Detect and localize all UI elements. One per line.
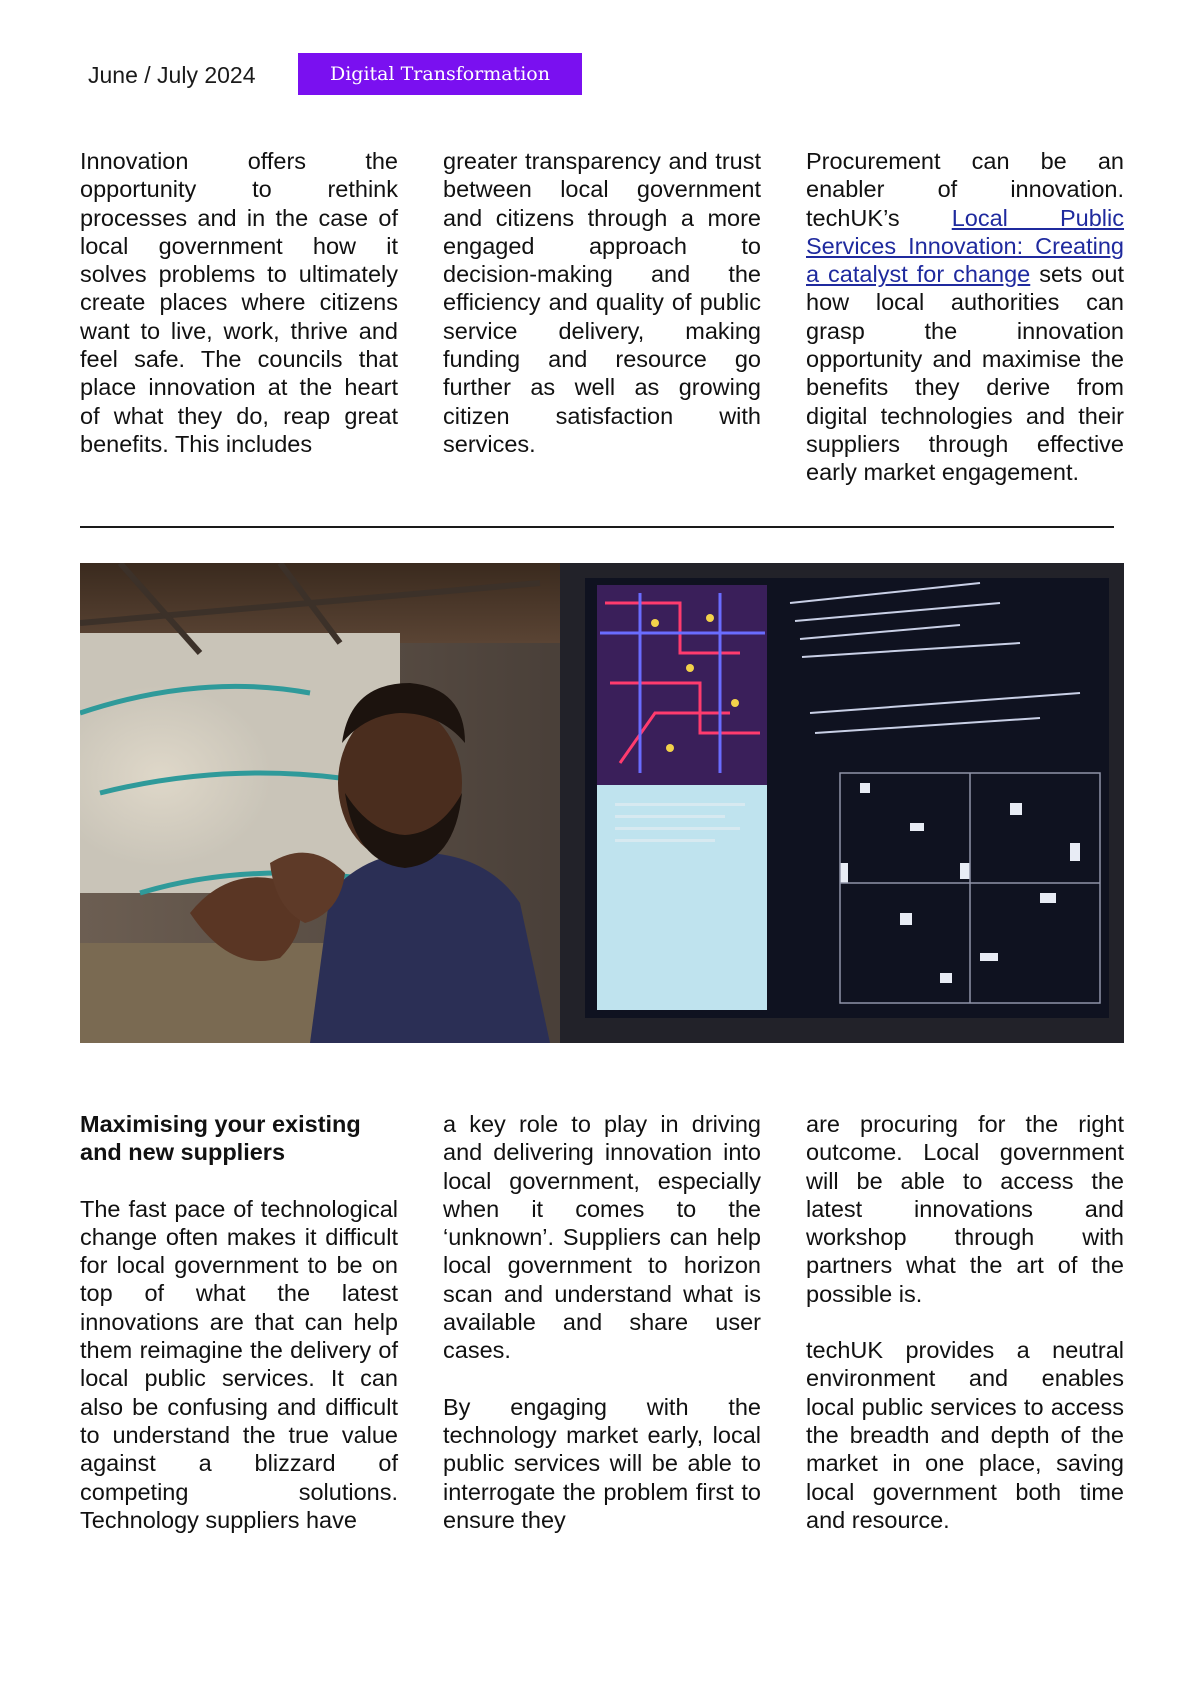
section-subheading: Maximising your existing and new suppliers: [80, 1111, 361, 1166]
bottom-column-3-para-1: are procuring for the right outcome. Local government will be able to access the latest innovations and workshop through with partners what the art of the possible is.: [806, 1111, 1124, 1307]
section-divider: [80, 526, 1114, 528]
bottom-column-3: [806, 1110, 1124, 1534]
bottom-column-2-para-2: By engaging with the technology market early, local public services will be able to interrogate the problem first to ensure they: [443, 1393, 761, 1533]
article-photo: [80, 563, 1124, 1043]
top-column-3: [806, 147, 1124, 487]
top-column-2-text: greater transparency and trust between local government and citizens through a more engaged approach to decision-making and the efficiency and quality of public service delivery, making funding and resource go further as well as growing citizen satisfaction with services.: [443, 148, 761, 457]
bottom-column-1: [80, 1110, 398, 1534]
issue-date: June / July 2024: [88, 62, 256, 88]
bottom-column-1-text: The fast pace of technological change often makes it difficult for local government to be on top of what the latest innovations are that can help them reimagine the delivery of local public services. It can also be confusing and difficult to understand the true value against a blizzard of competing solutions. Technology suppliers have: [80, 1195, 398, 1533]
bottom-column-2-para-1: a key role to play in driving and delivering innovation into local government, especially when it comes to the ‘unknown’. Suppliers can help local government to horizon scan and understand what is available and share user cases.: [443, 1111, 761, 1364]
top-column-3-lead: Procurement can be an enabler of innovation. techUK’s: [806, 148, 1124, 231]
top-column-3-text: [806, 147, 1124, 487]
bottom-column-3-para-2: techUK provides a neutral environment and enables local public services to access the breadth and depth of the market in one place, saving local government both time and resource.: [806, 1337, 1124, 1533]
section-tag[interactable]: Digital Transformation: [298, 53, 582, 95]
top-column-3-tail: sets out how local authorities can grasp the innovation opportunity and maximise the benefits they derive from digital technologies and their suppliers through effective early market engagement.: [806, 261, 1124, 486]
bottom-column-2: [443, 1110, 761, 1534]
report-link[interactable]: Local Public Services Innovation: Creating a catalyst for change: [806, 204, 1125, 288]
top-column-2: [443, 147, 761, 458]
top-column-1-text: Innovation offers the opportunity to rethink processes and in the case of local government how it solves problems to ultimately create places where citizens want to live, work, thrive and feel safe. The councils that place innovation at the heart of what they do, reap great benefits. This includes: [80, 148, 398, 457]
top-column-1: [80, 147, 398, 458]
photo-speaker-presenting-icon: [80, 563, 1124, 1043]
